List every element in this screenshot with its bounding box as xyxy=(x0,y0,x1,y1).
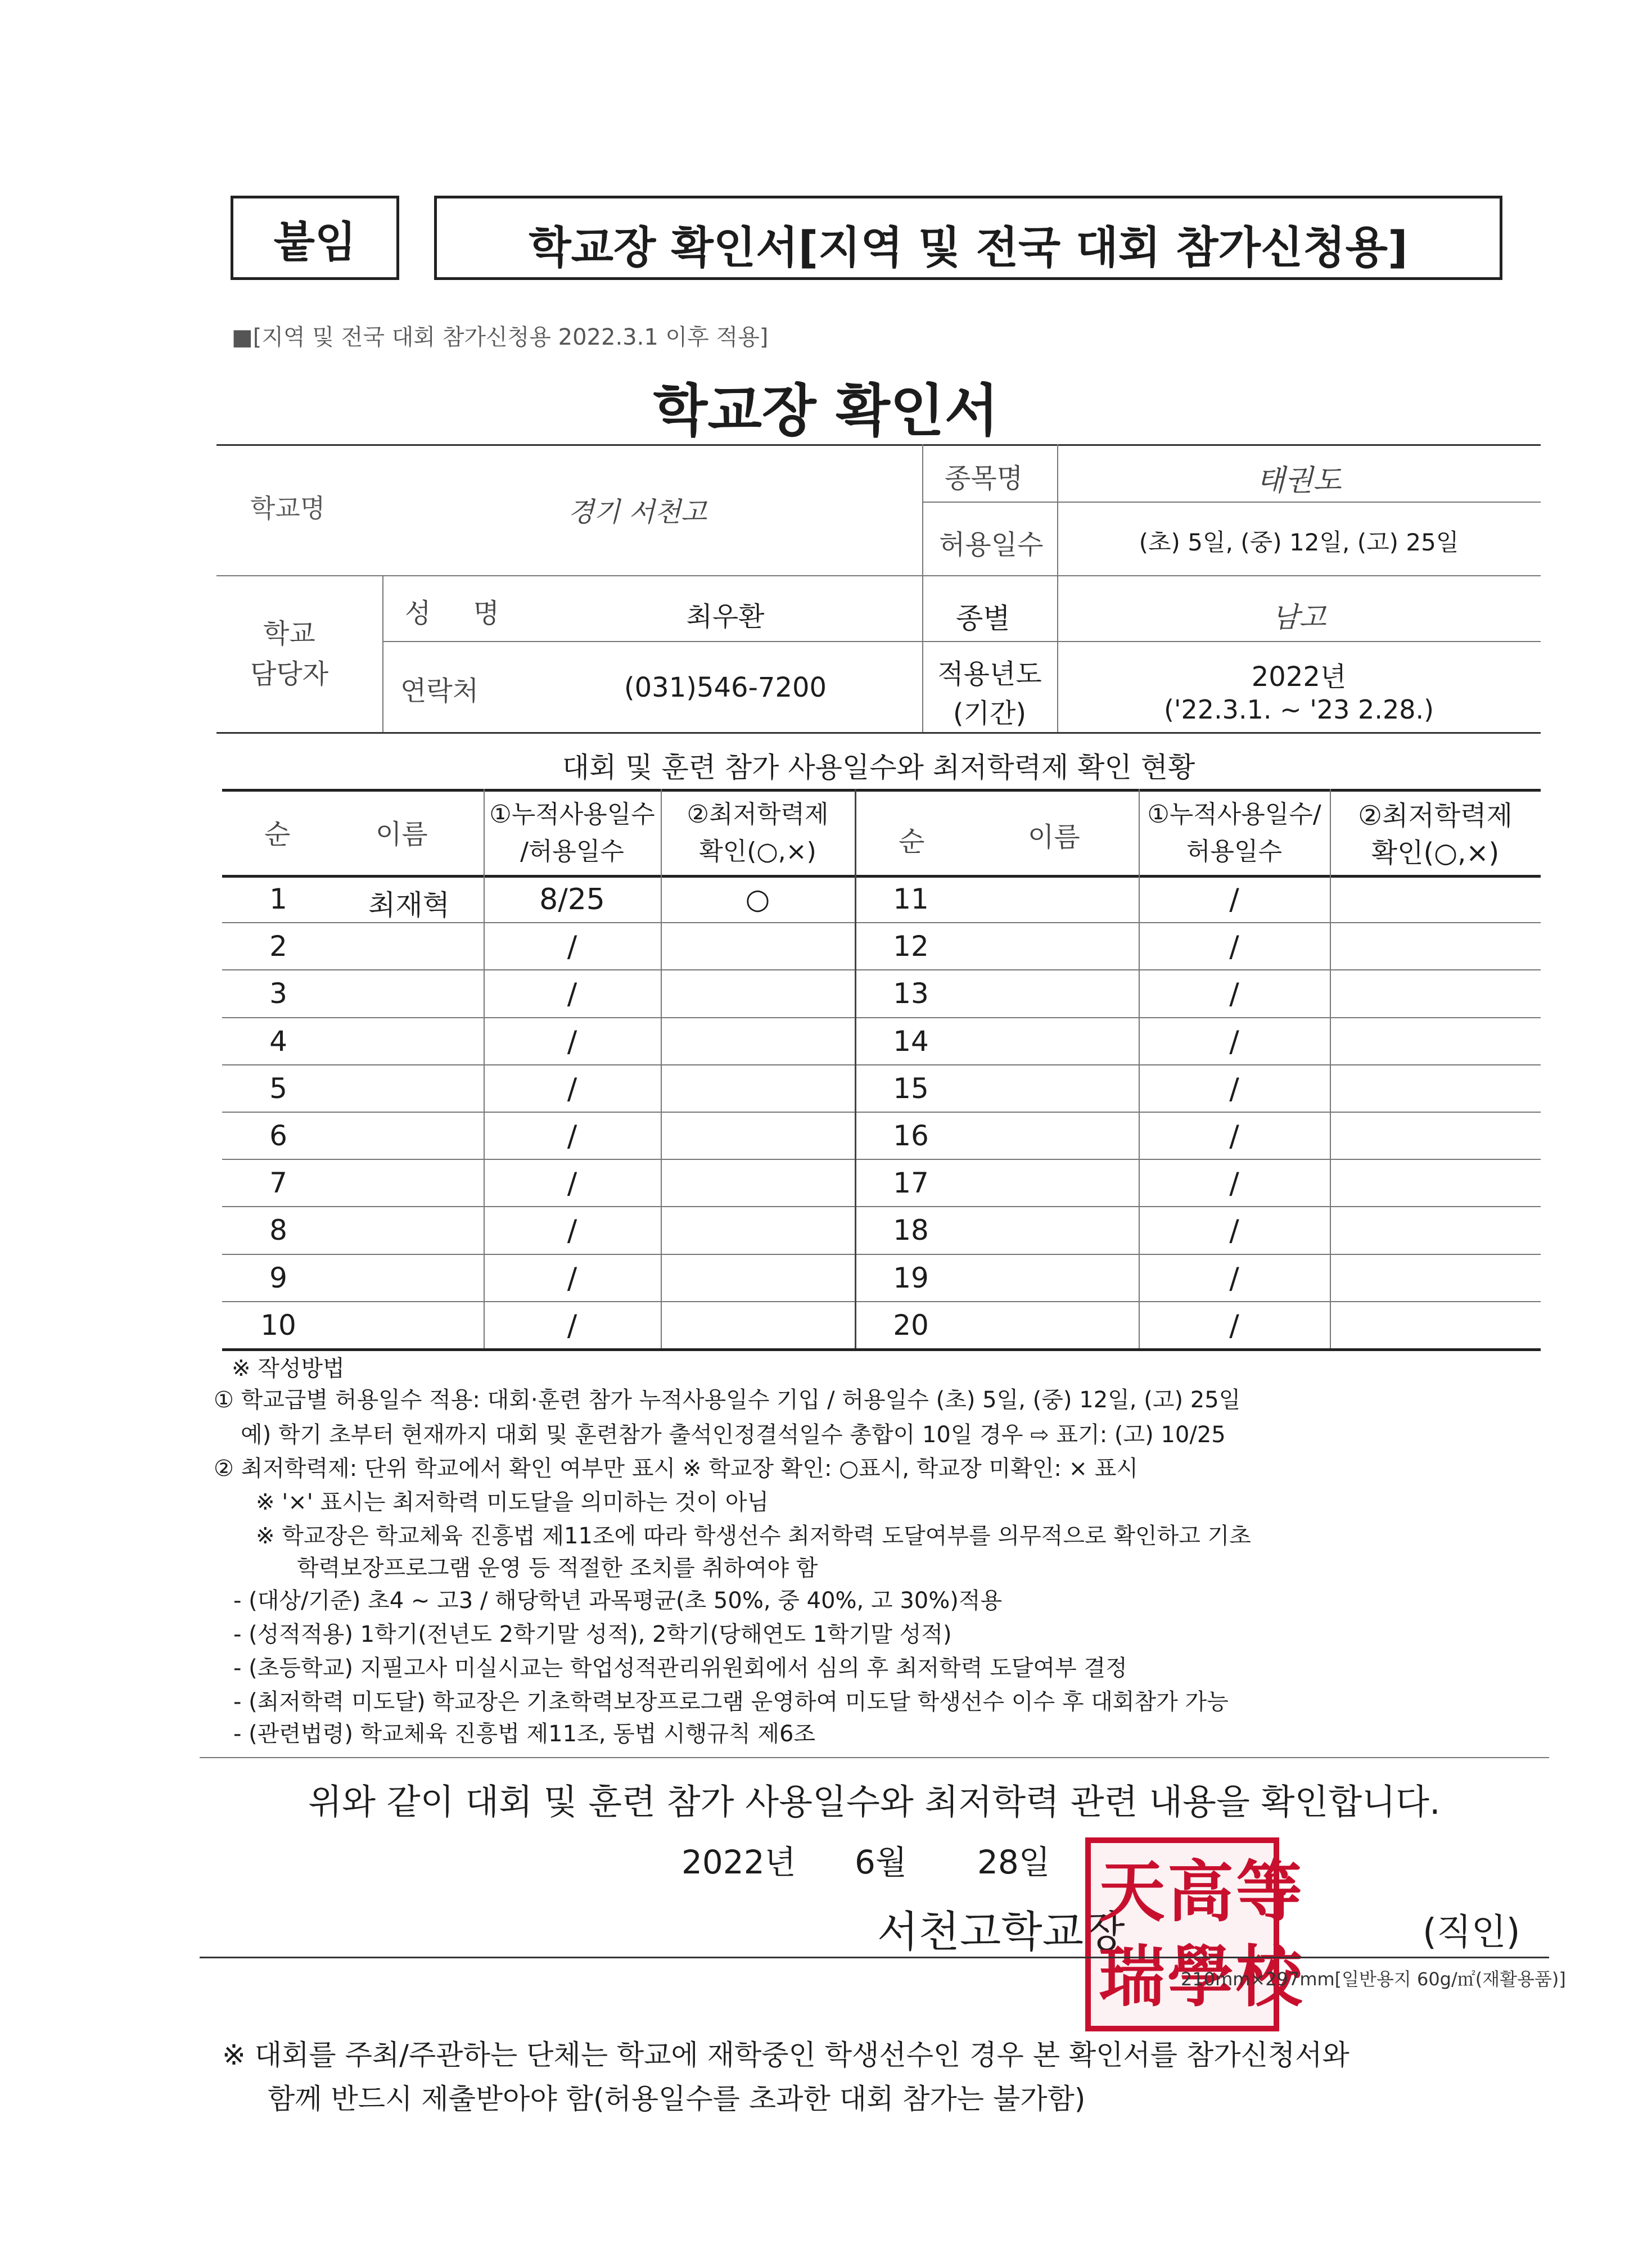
date-year: 2022년 xyxy=(681,1843,796,1881)
seal-char: 高 xyxy=(1167,1853,1234,1931)
note-line: - (최저학력 미도달) 학교장은 기초학력보장프로그램 운영하여 미도달 학생선수 이수 후 대회참가 가능 xyxy=(233,1689,1229,1715)
row-days-right: / xyxy=(1229,930,1239,964)
row-number-right: 14 xyxy=(893,1025,929,1058)
row-number-left: 9 xyxy=(269,1262,287,1294)
table-row-divider xyxy=(222,969,1541,970)
paper-spec-rule xyxy=(200,1957,1549,1958)
main-title: 학교장 확인서 xyxy=(653,378,999,444)
attachment-tag-label: 붙임 xyxy=(273,217,356,267)
year-label-2: (기간) xyxy=(953,698,1027,729)
row-number-left: 10 xyxy=(260,1309,296,1342)
table-row-divider xyxy=(222,1206,1541,1207)
name-label: 성 명 xyxy=(405,598,516,629)
table-row-divider xyxy=(222,1159,1541,1160)
row-days-left: / xyxy=(567,1119,577,1153)
row-days-right: / xyxy=(1229,1025,1239,1059)
row-days-right: / xyxy=(1229,1262,1239,1295)
seal-placeholder-label: (직인) xyxy=(1423,1912,1520,1953)
confirmation-top-rule xyxy=(200,1757,1549,1758)
col-header-days-left-1: ①누적사용일수 xyxy=(489,800,655,829)
row-number-right: 15 xyxy=(893,1072,929,1105)
info-top-border xyxy=(216,444,1541,446)
row-days-left: / xyxy=(567,1025,577,1059)
row-check-left: ○ xyxy=(745,883,770,915)
note-line: - (대상/기준) 초4 ~ 고3 / 해당학년 과목평균(초 50%, 중 40%, 고 30%)적용 xyxy=(233,1588,1003,1614)
table-bottom-border xyxy=(222,1348,1541,1351)
col-header-name-right: 이름 xyxy=(1028,821,1080,853)
note-line: - (성적적용) 1학기(전년도 2학기말 성적), 2학기(당해연도 1학기말 성적) xyxy=(233,1622,952,1647)
note-line: - (관련법령) 학교체육 진흥법 제11조, 동법 시행규칙 제6조 xyxy=(233,1721,816,1747)
note-line: ② 최저학력제: 단위 학교에서 확인 여부만 표시 ※ 학교장 확인: ○표시, 학교장 미확인: × 표시 xyxy=(214,1456,1139,1482)
table-top-border xyxy=(222,789,1541,792)
table-row-divider xyxy=(222,1254,1541,1255)
row-number-left: 3 xyxy=(269,977,287,1010)
seal-char: 學 xyxy=(1167,1937,1234,2016)
col-header-check-right-2: 확인(○,×) xyxy=(1371,837,1500,869)
row-days-right: / xyxy=(1229,1119,1239,1153)
footer-note-2: 함께 반드시 제출받아야 함(허용일수를 초과한 대회 참가는 불가함) xyxy=(268,2083,1086,2115)
school-value: 경기 서천고 xyxy=(568,496,707,528)
note-line: ※ 학교장은 학교체육 진흥법 제11조에 따라 학생선수 최저학력 도달여부를 의무적으로 확인하고 기초 xyxy=(256,1523,1251,1549)
info-vline-3 xyxy=(382,575,383,732)
school-seal-characters xyxy=(1099,1851,1303,2018)
seal-char: 校 xyxy=(1236,1937,1303,2016)
row-number-left: 7 xyxy=(269,1167,287,1199)
note-line: 예) 학기 초부터 현재까지 대회 및 훈련참가 출석인정결석일수 총합이 10일 경우 ⇨ 표기: (고) 10/25 xyxy=(241,1422,1226,1448)
row-days-right: / xyxy=(1229,883,1239,916)
event-value: 태권도 xyxy=(1256,464,1342,498)
date-day: 28일 xyxy=(977,1843,1050,1881)
row-days-right: / xyxy=(1229,977,1239,1011)
notes-heading: ※ 작성방법 xyxy=(232,1356,345,1381)
contact-value: (031)546-7200 xyxy=(624,672,827,703)
row-days-right: / xyxy=(1229,1072,1239,1106)
year-label-1: 적용년도 xyxy=(937,658,1042,690)
row-number-right: 16 xyxy=(893,1119,929,1152)
row-days-left: / xyxy=(567,1309,577,1343)
seal-char: 天 xyxy=(1099,1853,1166,1931)
event-label: 종목명 xyxy=(945,463,1023,494)
row-number-left: 8 xyxy=(269,1214,287,1247)
row-days-left: 8/25 xyxy=(539,883,605,916)
col-header-check-left-1: ②최저학력제 xyxy=(687,800,829,829)
row-number-left: 5 xyxy=(269,1072,287,1105)
table-row-divider xyxy=(222,1017,1541,1018)
col-header-no-right: 순 xyxy=(899,826,925,857)
table-row-divider xyxy=(222,1112,1541,1113)
col-header-days-right-2: 허용일수 xyxy=(1186,837,1282,866)
row-number-left: 4 xyxy=(269,1025,287,1058)
col-header-days-right-1: ①누적사용일수/ xyxy=(1147,800,1321,829)
row-days-left: / xyxy=(567,1262,577,1295)
document-title: 학교장 확인서[지역 및 전국 대회 참가신청용] xyxy=(529,223,1408,273)
table-section-title: 대회 및 훈련 참가 사용일수와 최저학력제 확인 현황 xyxy=(562,751,1195,784)
table-row-divider xyxy=(222,1301,1541,1302)
row-number-right: 13 xyxy=(893,977,929,1010)
row-number-right: 17 xyxy=(893,1167,929,1199)
row-days-right: / xyxy=(1229,1214,1239,1248)
row-days-left: / xyxy=(567,977,577,1011)
manager-label-1: 학교 xyxy=(263,618,315,649)
info-line-name xyxy=(382,641,1541,642)
year-value-1: 2022년 xyxy=(1251,661,1347,693)
confirmation-statement: 위와 같이 대회 및 훈련 참가 사용일수와 최저학력 관련 내용을 확인합니다. xyxy=(308,1781,1441,1822)
col-header-no-left: 순 xyxy=(264,819,291,850)
row-days-left: / xyxy=(567,930,577,964)
gender-label: 종별 xyxy=(956,602,1010,635)
school-label: 학교명 xyxy=(250,493,326,523)
note-line: ① 학교급별 허용일수 적용: 대회·훈련 참가 누적사용일수 기입 / 허용일수 (초) 5일, (중) 12일, (고) 25일 xyxy=(214,1387,1241,1413)
date-month: 6월 xyxy=(855,1843,907,1881)
row-days-left: / xyxy=(567,1167,577,1200)
table-header-border xyxy=(222,875,1541,878)
row-number-right: 19 xyxy=(893,1262,929,1294)
manager-label-2: 담당자 xyxy=(250,658,329,690)
row-number-right: 18 xyxy=(893,1214,929,1247)
year-value-2: ('22.3.1. ~ '23 2.28.) xyxy=(1163,694,1434,725)
info-bottom-border xyxy=(216,732,1541,734)
col-header-check-left-2: 확인(○,×) xyxy=(699,837,816,866)
info-line-school xyxy=(216,575,1541,576)
col-header-check-right-1: ②최저학력제 xyxy=(1358,800,1513,832)
row-number-right: 11 xyxy=(893,883,929,915)
row-number-right: 20 xyxy=(893,1309,929,1342)
principal-name: 서천고학교장 xyxy=(877,1907,1125,1957)
row-number-left: 2 xyxy=(269,930,287,963)
note-line: ※ '×' 표시는 최저학력 미도달을 의미하는 것이 아님 xyxy=(256,1489,769,1515)
row-number-left: 6 xyxy=(269,1119,287,1152)
allowed-days-value: (초) 5일, (중) 12일, (고) 25일 xyxy=(1139,529,1459,556)
row-number-left: 1 xyxy=(269,883,287,915)
gender-value: 남고 xyxy=(1271,601,1326,634)
row-name-left: 최재혁 xyxy=(368,889,450,922)
note-line: 학력보장프로그램 운영 등 적절한 조치를 취하여야 함 xyxy=(297,1555,818,1581)
contact-label: 연락처 xyxy=(400,675,479,707)
row-days-right: / xyxy=(1229,1167,1239,1200)
col-header-name-left: 이름 xyxy=(376,819,428,850)
table-row-divider xyxy=(222,1064,1541,1065)
paper-spec: 210mm×297mm[일반용지 60g/㎡(재활용품)] xyxy=(1181,1968,1566,1990)
table-vline-left-check xyxy=(661,789,662,1348)
school-seal xyxy=(1085,1837,1303,2031)
info-line-event xyxy=(922,502,1541,503)
footer-note-1: ※ 대회를 주최/주관하는 단체는 학교에 재학중인 학생선수인 경우 본 확인서를 참가신청서와 xyxy=(222,2039,1349,2071)
applicability-note: ■[지역 및 전국 대회 참가신청용 2022.3.1 이후 적용] xyxy=(232,324,769,350)
table-vline-right-check xyxy=(1330,789,1331,1348)
row-days-right: / xyxy=(1229,1309,1239,1343)
allowed-days-label: 허용일수 xyxy=(939,529,1044,561)
seal-char: 瑞 xyxy=(1099,1937,1166,2016)
row-days-left: / xyxy=(567,1214,577,1248)
note-line: - (초등학교) 지필고사 미실시교는 학업성적관리위원회에서 심의 후 최저학력 도달여부 결정 xyxy=(233,1655,1127,1681)
name-value: 최우환 xyxy=(686,601,765,633)
row-number-right: 12 xyxy=(893,930,929,963)
row-days-left: / xyxy=(567,1072,577,1106)
col-header-days-left-2: /허용일수 xyxy=(520,837,624,866)
seal-char: 等 xyxy=(1236,1853,1303,1931)
